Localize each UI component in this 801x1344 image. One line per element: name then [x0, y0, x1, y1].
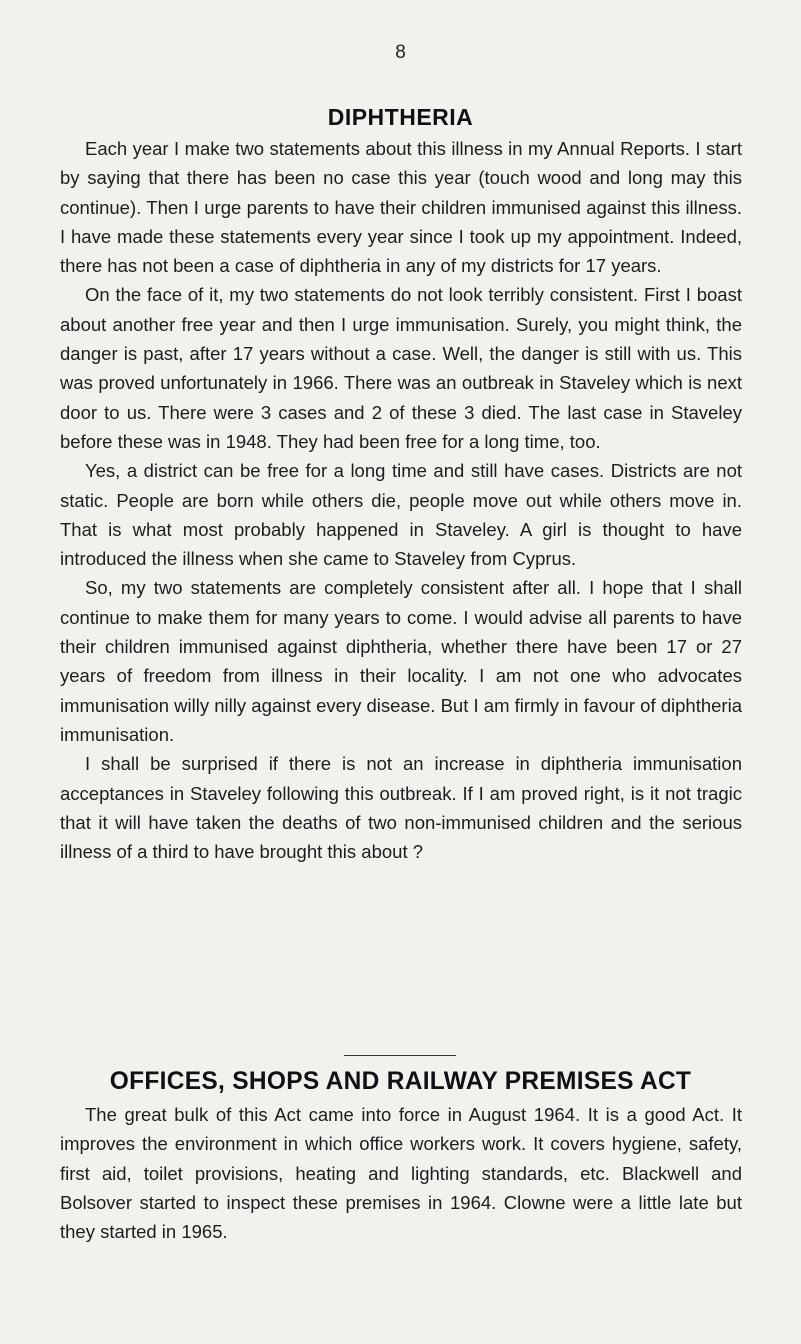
- paragraph: I shall be surprised if there is not an increase in diphtheria immunisation acceptances in Staveley following this outbreak. If I am proved right, is it not tragic that it will have taken the deaths of two non-immunised children and the serious illness of a third to have brought this about ?: [60, 753, 742, 863]
- paragraph: Yes, a district can be free for a long time and still have cases. Districts are not static. People are born while others die, people move out while others move in. That is what most probably happened in Staveley. A girl is thought to have introduced the illness when she came to Staveley from Cyprus.: [60, 460, 742, 570]
- paragraph: On the face of it, my two statements do not look terribly consistent. First I boast about another free year and then I urge immunisation. Surely, you might think, the danger is past, after 17 years without a case. Well, the danger is still with us. This was proved unfortunately in 1966. There was an outbreak in Staveley which is next door to us. There were 3 cases and 2 of these 3 died. The last case in Staveley before these was in 1948. They had been free for a long time, too.: [60, 284, 742, 452]
- section-heading-offices-act: OFFICES, SHOPS AND RAILWAY PREMISES ACT: [109, 1067, 692, 1095]
- section-heading-diphtheria: DIPHTHERIA: [327, 104, 474, 130]
- page-number: 8: [395, 42, 406, 63]
- paragraph: So, my two statements are completely consistent after all. I hope that I shall continue to make them for many years to come. I would advise all parents to have their children immunised against diphtheria, whether there have been 17 or 27 years of freedom from illness in their locality. I am not one who advocates immunisation willy nilly against every disease. But I am firmly in favour of diphtheria immunisation.: [60, 577, 742, 745]
- section-body-offices-act: [60, 1100, 742, 1246]
- section-divider: [344, 1055, 456, 1056]
- section-body-diphtheria: [60, 134, 742, 866]
- paragraph: The great bulk of this Act came into force in August 1964. It is a good Act. It improves the environment in which office workers work. It covers hygiene, safety, first aid, toilet provisions, heating and lighting standards, etc. Blackwell and Bolsover started to inspect these premises in 1964. Clowne were a little late but they started in 1965.: [60, 1104, 742, 1243]
- paragraph: Each year I make two statements about this illness in my Annual Reports. I start by saying that there has been no case this year (touch wood and long may this continue). Then I urge parents to have their children immunised against this illness. I have made these statements every year since I took up my appointment. Indeed, there has not been a case of diphtheria in any of my districts for 17 years.: [60, 138, 742, 277]
